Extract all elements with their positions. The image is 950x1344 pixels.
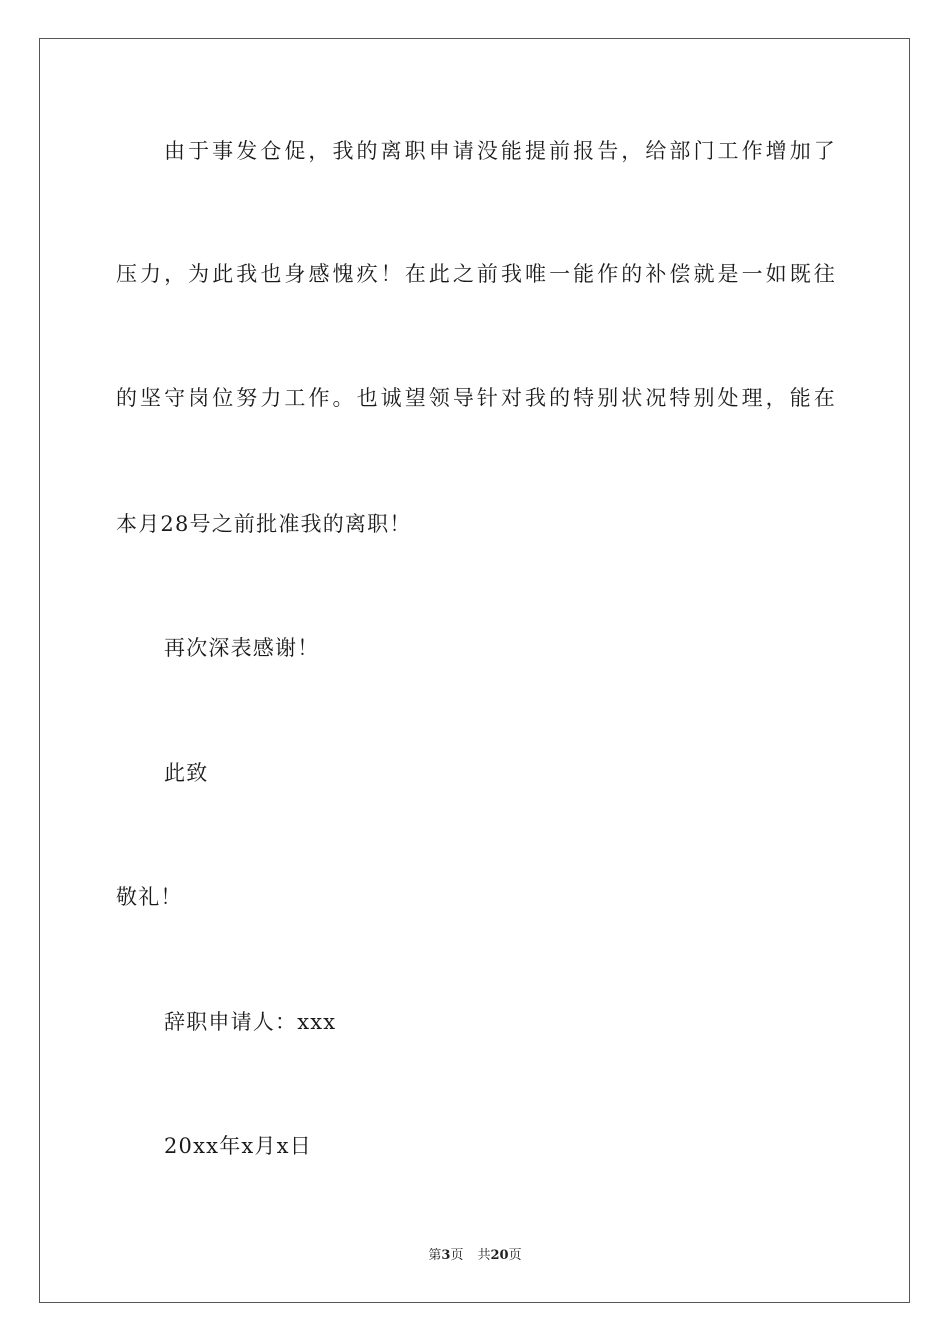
page-footer: [0, 1247, 950, 1265]
paragraph-line-1: 由于事发仓促，我的离职申请没能提前报告，给部门工作增加了: [164, 139, 836, 163]
total-page-number: 20: [490, 1248, 509, 1263]
total-prefix: 共: [477, 1248, 491, 1263]
thanks-line: 再次深表感谢！: [164, 636, 320, 660]
closing-salutation: 此致: [164, 761, 209, 785]
paragraph-line-4: 本月28号之前批准我的离职！: [116, 512, 412, 536]
total-suffix: 页: [508, 1248, 522, 1263]
paragraph-line-3: 的坚守岗位努力工作。也诚望领导针对我的特别状况特别处理，能在: [116, 386, 836, 410]
letter-date: 20xx年x月x日: [164, 1134, 312, 1158]
current-page-number: 3: [441, 1248, 451, 1263]
page-prefix: 第: [428, 1248, 442, 1263]
page-border: [39, 38, 910, 1303]
paragraph-line-2: 压力，为此我也身感愧疚！在此之前我唯一能作的补偿就是一如既往: [116, 262, 836, 286]
applicant-signature: 辞职申请人：xxx: [164, 1010, 337, 1034]
closing-respect: 敬礼！: [116, 885, 183, 909]
page-suffix: 页: [450, 1248, 464, 1263]
